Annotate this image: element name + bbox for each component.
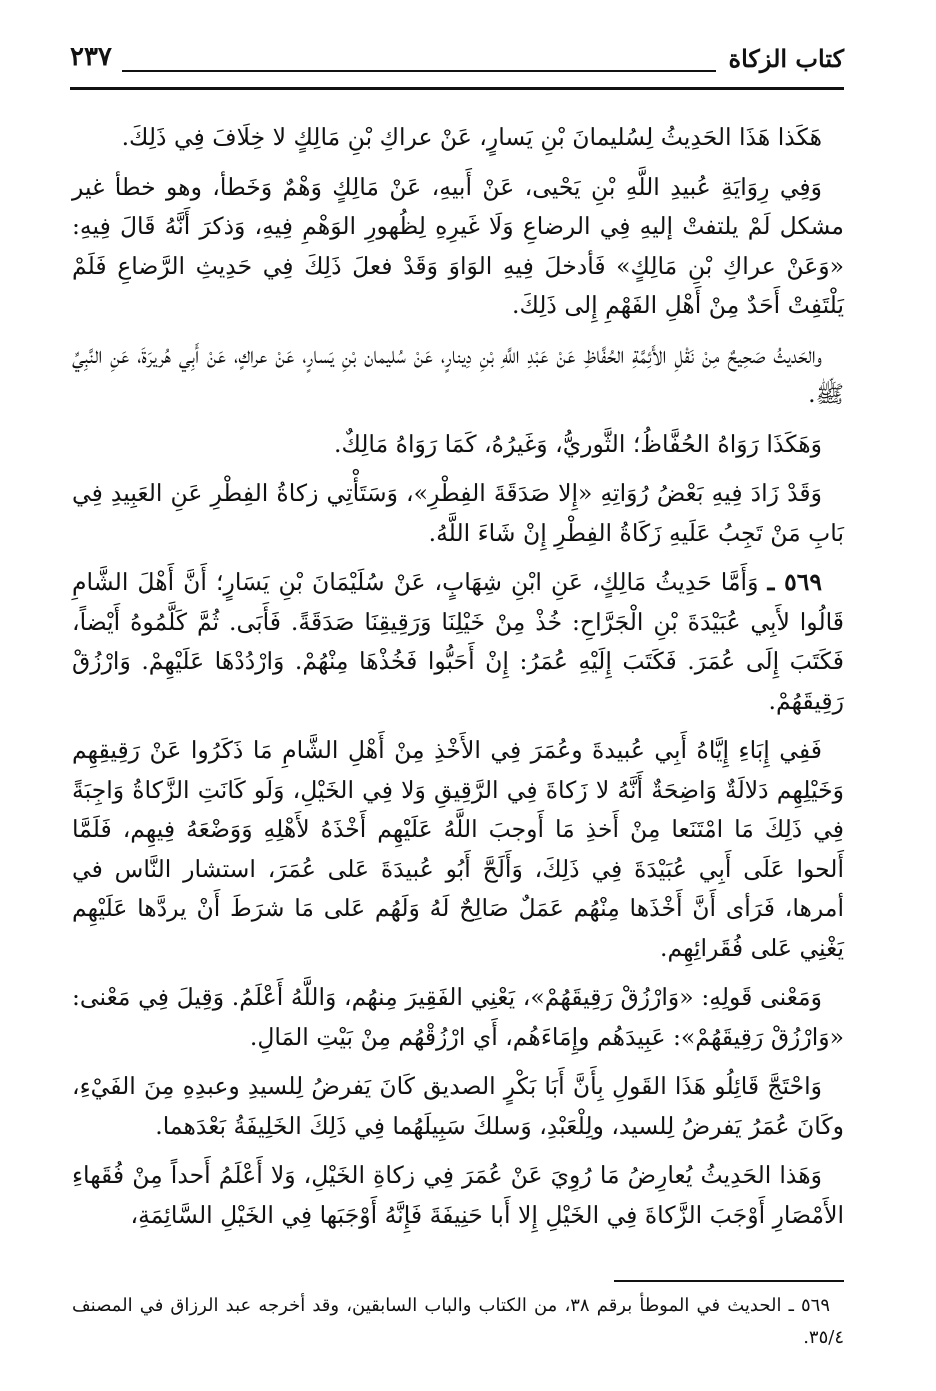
page-header [70,40,844,84]
paragraph: وَهَذا الحَدِيثُ يُعارِضُ مَا رُوِيَ عَنْ عُمَرَ فِي زكاةِ الخَيْلِ، وَلا أَعْلَمُ أَحداً مِنْ فُقَهاءِ الأَمْصَارِ أَوْجَبَ الزَّكاةَ فِي الخَيْلِ إِلا أَبا حَنِيفَةَ فَإِنَّهُ أَوْجَبَها فِي الخَيْلِ السَّائِمَةِ، [72,1161,844,1229]
paragraph: وَهَكَذَا رَوَاهُ الحُفَّاظُ؛ الثَّوريُّ، وَغَيرُهُ، كَمَا رَوَاهُ مَالِكٌ. [333,429,822,458]
footnote-divider [614,1280,844,1282]
footnote [72,1290,844,1354]
paragraph: وَقَدْ زَادَ فِيهِ بَعْضُ رُوَاتِهِ «إِلا صَدَقَةَ الفِطْرِ»، وَسَتَأْتِي زكاةُ الفِطْرِ عَنِ العَبِيدِ فِي بَابِ مَنْ تَجِبُ عَلَيهِ زَكَاةُ الفِطْرِ إِنْ شَاءَ اللَّهُ. [72,479,844,547]
paragraph: فَفِي إِبَاءِ إِيَّاهُ أَبِي عُبيدةَ وعُمَرَ فِي الأَخْذِ مِنْ أَهْلِ الشَّامِ مَا ذَكَرُوا عَنْ رَقِيقِهِم وَخَيْلِهِم دَلالَةٌ وَاضِحَةٌ أَنَّهُ لا زَكاةَ فِي الرَّقِيقِ وَلا فِي الخَيْلِ، وَلَو كَانَتِ الزَّكاةُ وَاجِبَةً فِي ذَلِكَ مَا امْتَنَعا مِنْ أَخذِ مَا أَوجبَ اللَّهُ عَلَيْهِم أَخْذَهُ لأَهْلِهِ وَوَضْعَهُ فِيهِم، فَلَمَّا أَلحوا عَلَى أَبِي عُبَيْدَةَ فِي ذَلِكَ، وَأَلَحَّ أَبُو عُبيدَةَ عَلى عُمَرَ، استشار النَّاس في أمرها، فَرَأى أَنَّ أَخْذَها مِنْهُم عَمَلٌ صَالِحٌ لَهُ وَلَهُم عَلى مَا شرَطَ أَنْ يردَّها عَلَيْهِم يَغْنِي عَلى فُقَرائِهِم. [72,736,844,962]
hadith-text: وَأَمَّا حَدِيثُ مَالِكٍ، عَنِ ابْنِ شِهَابٍ، عَنْ سُلَيْمَانَ بْنِ يَسَارٍ؛ أَنَّ أَهْلَ الشَّامِ قَالُوا لأَبِي عُبَيْدَةَ بْنِ الْجَرَّاحِ: خُذْ مِنْ خَيْلِنَا وَرَقِيقِنَا صَدَقَةً. فَأَبَى. ثُمَّ كَلَّمُوهُ أَيْضاً، فَكَتَبَ إِلَى عُمَرَ. فَكَتَبَ إِلَيْهِ عُمَرُ: إِنْ أَحَبُّوا فَخُذْهَا مِنْهُمْ. وَارْدُدْهَا عَلَيْهِمْ. وَارْزُقْ رَقِيقَهُمْ. [72,568,844,715]
paragraph: وَمَعْنى قَولِهِ: «وَارْزُقْ رَقِيقَهُمْ»، يَعْنِي الفَقِيرَ مِنهُم، وَاللَّهُ أَعْلَمُ. وَقِيلَ فِي مَعْنى: «وَارْزُقْ رَقِيقَهُمْ»: عَبِيدَهُم وإِمَاءَهُم، أَي ارْزُقْهُم مِنْ بَيْتِ المَالِ. [72,983,844,1051]
paragraph: وَاحْتَجَّ قَائِلُو هَذَا القَولِ بِأَنَّ أَبَا بَكْرٍ الصديق كَانَ يَفرضُ لِلسيدِ وعبدِهِ مِنَ الفَيْءِ، وكَانَ عُمَرُ يَفرضُ لِلسيد، ولِلْعَبْدِ، وَسلكَ سَبِيلَهُما فِي ذَلِكَ الخَلِيفَةُ بَعْدَهما. [72,1072,844,1140]
paragraph: وَفِي رِوَايَةِ عُبيدِ اللَّهِ بْنِ يَحْيى، عَنْ أَبيهِ، عَنْ مَالِكٍ وَهْمٌ وَخَطأ، وهو خطأ غير مشكل لَمْ يلتفتْ إليهِ فِي الرضاعِ وَلَا غَيرِهِ لِظُهورِ الوَهْمِ فِيهِ، وَذكرَ أَنَّهُ قَالَ فِيهِ: «وَعَنْ عراكِ بْنِ مَالِكٍ» فَأدخلَ فِيهِ الوَاوَ وَقَدْ فعلَ ذَلِكَ فِي حَدِيثِ الرَّضاعِ فَلَمْ يَلْتَفِتْ أَحَدٌ مِنْ أَهْلِ الفَهْمِ إِلى ذَلِكَ. [72,172,844,319]
paragraph: هَكَذا هَذَا الحَدِيثُ لِسُليمانَ بْنِ يَسارٍ، عَنْ عراكِ بْنِ مَالِكٍ لا خِلَافَ فِي ذَلِكَ. [121,123,822,151]
paragraph: والحَديثُ صَحِيحٌ مِنْ نَقْلِ الأَئِمَّةِ الحُفَّاظِ عَنْ عَبْدِ اللَّهِ بْنِ دِينارٍ، عَنْ سُليمان بْنِ يَسارٍ، عَنْ عراكٍ، عَنْ أَبِي هُريرَةَ، عَنِ النَّبِيِّ ﷺ. [72,340,844,408]
hadith-number: ٥٦٩ ـ [767,568,822,596]
header-title-rule [122,70,716,72]
footnote-text: ٥٦٩ ـ الحديث في الموطأ برقم ٣٨، من الكتاب والباب السابقين، وقد أخرجه عبد الرزاق في المصنف ٣٥/٤. [72,1295,844,1348]
main-text [72,118,844,1245]
hadith-paragraph [72,563,844,721]
header-divider [70,87,844,90]
page-number: ٢٣٧ [70,42,112,72]
book-title: كتاب الزكاة [728,44,844,73]
